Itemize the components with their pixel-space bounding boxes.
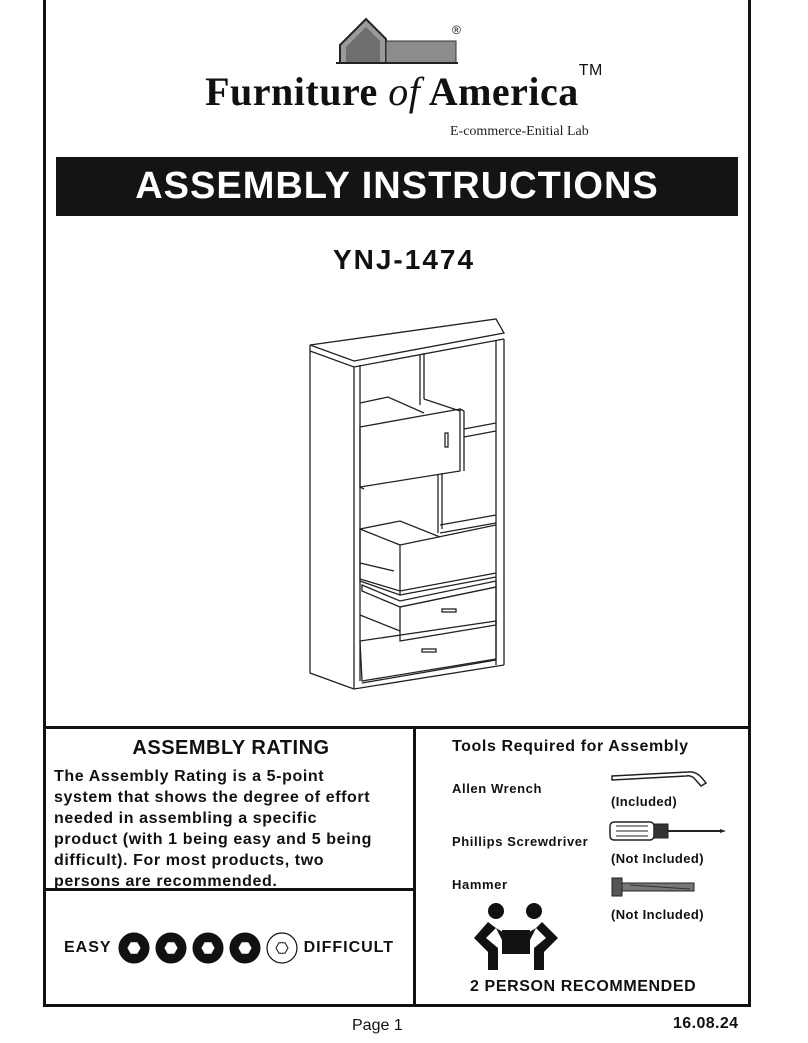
lab-name: E-commerce-Enitial Lab	[450, 124, 589, 139]
tool-name: Phillips Screwdriver	[452, 834, 589, 849]
brand-name-part1: Furniture	[205, 69, 378, 114]
brand-name	[0, 62, 808, 115]
two-person-icon	[466, 902, 566, 974]
logo-house-icon	[336, 15, 466, 71]
description-line: The Assembly Rating is a 5-point	[54, 768, 325, 785]
tool-name: Allen Wrench	[452, 781, 543, 796]
description-line: persons are recommended.	[54, 873, 278, 890]
registered-mark: ®	[452, 23, 461, 37]
description-line: system that shows the degree of effort	[54, 789, 371, 806]
hammer-icon	[610, 874, 696, 900]
easy-label: EASY	[64, 939, 112, 956]
assembly-rating-heading: ASSEMBLY RATING	[132, 737, 330, 759]
allen-wrench-icon	[610, 766, 710, 788]
brand-name-part2: of	[388, 69, 421, 114]
rating-dot-filled	[154, 931, 188, 965]
page-number: Page 1	[352, 1017, 403, 1034]
rating-scale	[64, 928, 394, 968]
two-person-recommended: 2 PERSON RECOMMENDED	[470, 978, 697, 995]
rating-dot-filled	[117, 931, 151, 965]
bookcase-illustration	[300, 315, 510, 695]
description-line: difficult). For most products, two	[54, 852, 325, 869]
brand-name-part3: America	[428, 69, 579, 114]
tool-note: (Not Included)	[611, 907, 704, 922]
rating-dot-filled	[228, 931, 262, 965]
description-line: needed in assembling a specific	[54, 810, 318, 827]
tools-heading: Tools Required for Assembly	[452, 738, 689, 755]
description-line: product (with 1 being easy and 5 being	[54, 831, 372, 848]
model-number: YNJ-1474	[332, 244, 476, 275]
tool-note: (Not Included)	[611, 851, 704, 866]
difficult-label: DIFFICULT	[303, 939, 395, 956]
screwdriver-icon	[608, 818, 732, 844]
document-date: 16.08.24	[673, 1015, 739, 1032]
rating-dot-empty	[265, 931, 299, 965]
trademark: TM	[578, 62, 603, 79]
rating-dot-filled	[191, 931, 225, 965]
tool-name: Hammer	[452, 877, 508, 892]
divider	[43, 726, 751, 729]
page-title: ASSEMBLY INSTRUCTIONS	[56, 157, 738, 216]
assembly-rating-description	[54, 766, 414, 892]
rating-dots	[117, 931, 299, 965]
tool-note: (Included)	[611, 794, 678, 809]
